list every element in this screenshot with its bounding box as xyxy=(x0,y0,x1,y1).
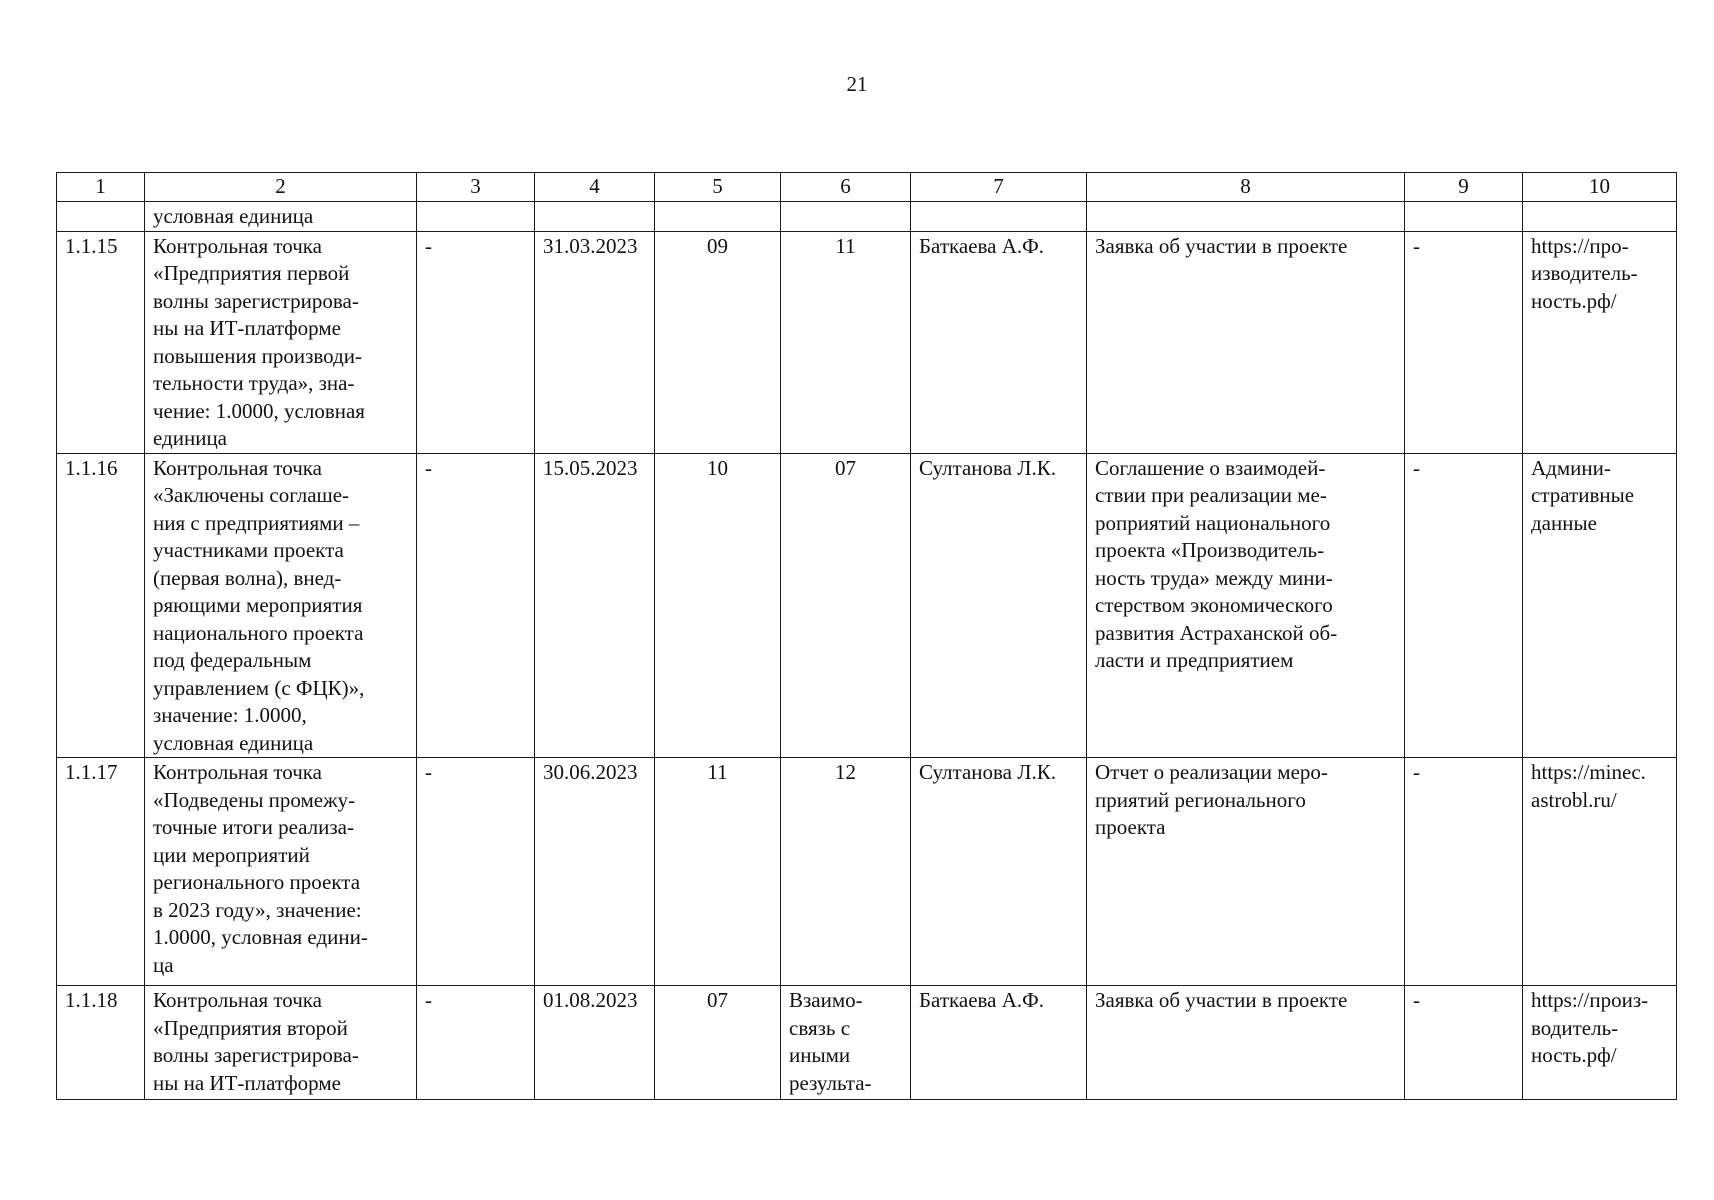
item-number xyxy=(57,758,145,986)
document-line: приятий регионального xyxy=(1095,787,1306,812)
source-line: https://про- xyxy=(1531,233,1629,258)
date-cell xyxy=(535,758,655,986)
col9-cell xyxy=(1405,758,1523,986)
col5-cell xyxy=(655,453,781,758)
description-line: волны зарегистрирова- xyxy=(153,1043,359,1067)
page-number: 21 xyxy=(846,72,868,96)
description-line: (первая волна), внед- xyxy=(153,565,342,590)
source-line: водитель- xyxy=(1531,1015,1619,1040)
source-line: изводитель- xyxy=(1531,261,1638,285)
col5-value: 10 xyxy=(707,455,728,480)
description-line: тельности труда», зна- xyxy=(153,371,355,395)
item-number-text: 1.1.15 xyxy=(65,233,118,258)
column-header: 7 xyxy=(911,173,1087,202)
col3-cell xyxy=(417,986,535,1100)
col3-value: - xyxy=(425,233,432,258)
col3-cell xyxy=(417,453,535,758)
col6-line: 12 xyxy=(835,760,856,784)
description-line: 1.0000, условная едини- xyxy=(153,925,368,949)
source-cell xyxy=(1523,453,1677,758)
responsible-name: Баткаева А.Ф. xyxy=(919,988,1045,1012)
col6-cell xyxy=(781,231,911,453)
date-cell xyxy=(535,453,655,758)
col6-line: 11 xyxy=(835,233,856,258)
responsible-cell xyxy=(911,231,1087,453)
col6-cell xyxy=(781,986,911,1100)
column-header: 5 xyxy=(655,173,781,202)
col3-value: - xyxy=(425,455,432,480)
continuation-row xyxy=(57,201,1677,231)
description-line: под федеральным xyxy=(153,648,312,672)
col9-value: - xyxy=(1413,988,1420,1012)
item-number xyxy=(57,986,145,1100)
document-line: Соглашение о взаимодей- xyxy=(1095,455,1326,480)
column-header: 9 xyxy=(1405,173,1523,202)
item-number-text: 1.1.17 xyxy=(65,760,118,784)
description-line: Контрольная точка xyxy=(153,760,323,784)
document-line: роприятий национального xyxy=(1095,510,1331,535)
description-line: регионального проекта xyxy=(153,870,361,894)
col9-value: - xyxy=(1413,455,1420,480)
source-line: стративные xyxy=(1531,483,1635,507)
document-line: проекта xyxy=(1095,815,1166,839)
col5-cell xyxy=(655,231,781,453)
description-line: чение: 1.0000, условная xyxy=(153,398,365,423)
date-cell xyxy=(535,986,655,1100)
col3-value: - xyxy=(425,988,432,1012)
source-line: Админи- xyxy=(1531,455,1611,480)
document-line: проекта «Производитель- xyxy=(1095,538,1325,562)
document-cell xyxy=(1087,758,1405,986)
description-line: повышения производи- xyxy=(153,343,362,368)
date-value: 01.08.2023 xyxy=(543,988,638,1012)
date-value: 30.06.2023 xyxy=(543,760,638,784)
col5-cell xyxy=(655,758,781,986)
column-header: 10 xyxy=(1523,173,1677,202)
item-description xyxy=(145,231,417,453)
col3-value: - xyxy=(425,760,432,784)
document-line: Заявка об участии в проекте xyxy=(1095,988,1348,1012)
document-line: ствии при реализации ме- xyxy=(1095,483,1327,507)
description-line: значение: 1.0000, xyxy=(153,703,307,727)
description-line: точные итоги реализа- xyxy=(153,815,354,839)
column-header: 6 xyxy=(781,173,911,202)
responsible-cell xyxy=(911,758,1087,986)
description-line: Контрольная точка xyxy=(153,233,323,258)
col6-line: результа- xyxy=(789,1070,872,1095)
description-line: условная единица xyxy=(153,730,314,755)
table-row xyxy=(57,758,1677,986)
col6-cell xyxy=(781,758,911,986)
document-line: стерством экономического xyxy=(1095,593,1333,617)
description-line: волны зарегистрирова- xyxy=(153,288,359,313)
column-header: 8 xyxy=(1087,173,1405,202)
col9-cell xyxy=(1405,453,1523,758)
responsible-name: Баткаева А.Ф. xyxy=(919,233,1045,258)
date-value: 31.03.2023 xyxy=(543,233,638,258)
col5-cell xyxy=(655,986,781,1100)
column-header: 4 xyxy=(535,173,655,202)
source-line: ность.рф/ xyxy=(1531,1043,1617,1067)
col6-line: иными xyxy=(789,1043,851,1067)
description-line: ряющими мероприятия xyxy=(153,593,363,617)
description-line: ции мероприятий xyxy=(153,842,310,867)
item-number xyxy=(57,453,145,758)
description-line: ния с предприятиями – xyxy=(153,510,360,535)
source-line: https://произ- xyxy=(1531,988,1649,1012)
description-line: в 2023 году», значение: xyxy=(153,897,362,922)
description-line: участниками проекта xyxy=(153,538,344,562)
responsible-name: Султанова Л.К. xyxy=(919,760,1056,784)
col9-cell xyxy=(1405,231,1523,453)
description-line: ны на ИТ-платформе xyxy=(153,316,341,340)
col6-line: Взаимо- xyxy=(789,988,863,1012)
description-line: единица xyxy=(153,426,228,450)
col5-value: 07 xyxy=(707,988,728,1012)
description-line: Контрольная точка xyxy=(153,988,323,1012)
description-line: национального проекта xyxy=(153,620,364,645)
source-cell xyxy=(1523,758,1677,986)
document-cell xyxy=(1087,986,1405,1100)
description-line: ны на ИТ-платформе xyxy=(153,1070,341,1095)
continuation-text: условная единица xyxy=(145,201,417,231)
item-description xyxy=(145,986,417,1100)
control-points-table xyxy=(56,172,1677,1100)
table-row xyxy=(57,231,1677,453)
item-number-text: 1.1.16 xyxy=(65,455,118,480)
description-line: «Предприятия первой xyxy=(153,261,350,285)
description-line: Контрольная точка xyxy=(153,455,323,480)
col3-cell xyxy=(417,758,535,986)
col3-cell xyxy=(417,231,535,453)
column-header: 3 xyxy=(417,173,535,202)
column-header: 1 xyxy=(57,173,145,202)
source-cell xyxy=(1523,231,1677,453)
item-description xyxy=(145,453,417,758)
header-row xyxy=(57,173,1677,202)
item-description xyxy=(145,758,417,986)
description-line: «Предприятия второй xyxy=(153,1015,348,1040)
table-row xyxy=(57,453,1677,758)
document-cell xyxy=(1087,453,1405,758)
col9-value: - xyxy=(1413,233,1420,258)
item-number xyxy=(57,231,145,453)
date-cell xyxy=(535,231,655,453)
source-line: astrobl.ru/ xyxy=(1531,787,1617,812)
date-value: 15.05.2023 xyxy=(543,455,638,480)
source-line: данные xyxy=(1531,510,1597,535)
col6-cell xyxy=(781,453,911,758)
item-number-text: 1.1.18 xyxy=(65,988,118,1012)
document-line: Отчет о реализации меро- xyxy=(1095,760,1328,784)
source-cell xyxy=(1523,986,1677,1100)
description-line: управлением (с ФЦК)», xyxy=(153,675,365,700)
table-row xyxy=(57,986,1677,1100)
document-line: ласти и предприятием xyxy=(1095,648,1294,672)
col6-line: 07 xyxy=(835,455,856,480)
document-line: Заявка об участии в проекте xyxy=(1095,233,1348,258)
description-line: ца xyxy=(153,952,174,977)
description-line: «Подведены промежу- xyxy=(153,787,356,812)
document-line: развития Астраханской об- xyxy=(1095,620,1338,645)
source-line: https://minec. xyxy=(1531,760,1646,784)
col5-value: 09 xyxy=(707,233,728,258)
col6-line: связь с xyxy=(789,1015,851,1040)
responsible-cell xyxy=(911,986,1087,1100)
col9-cell xyxy=(1405,986,1523,1100)
source-line: ность.рф/ xyxy=(1531,288,1617,313)
responsible-name: Султанова Л.К. xyxy=(919,455,1056,480)
description-line: «Заключены соглаше- xyxy=(153,483,350,507)
responsible-cell xyxy=(911,453,1087,758)
column-header: 2 xyxy=(145,173,417,202)
document-line: ность труда» между мини- xyxy=(1095,565,1333,590)
col9-value: - xyxy=(1413,760,1420,784)
document-cell xyxy=(1087,231,1405,453)
col5-value: 11 xyxy=(707,760,728,784)
